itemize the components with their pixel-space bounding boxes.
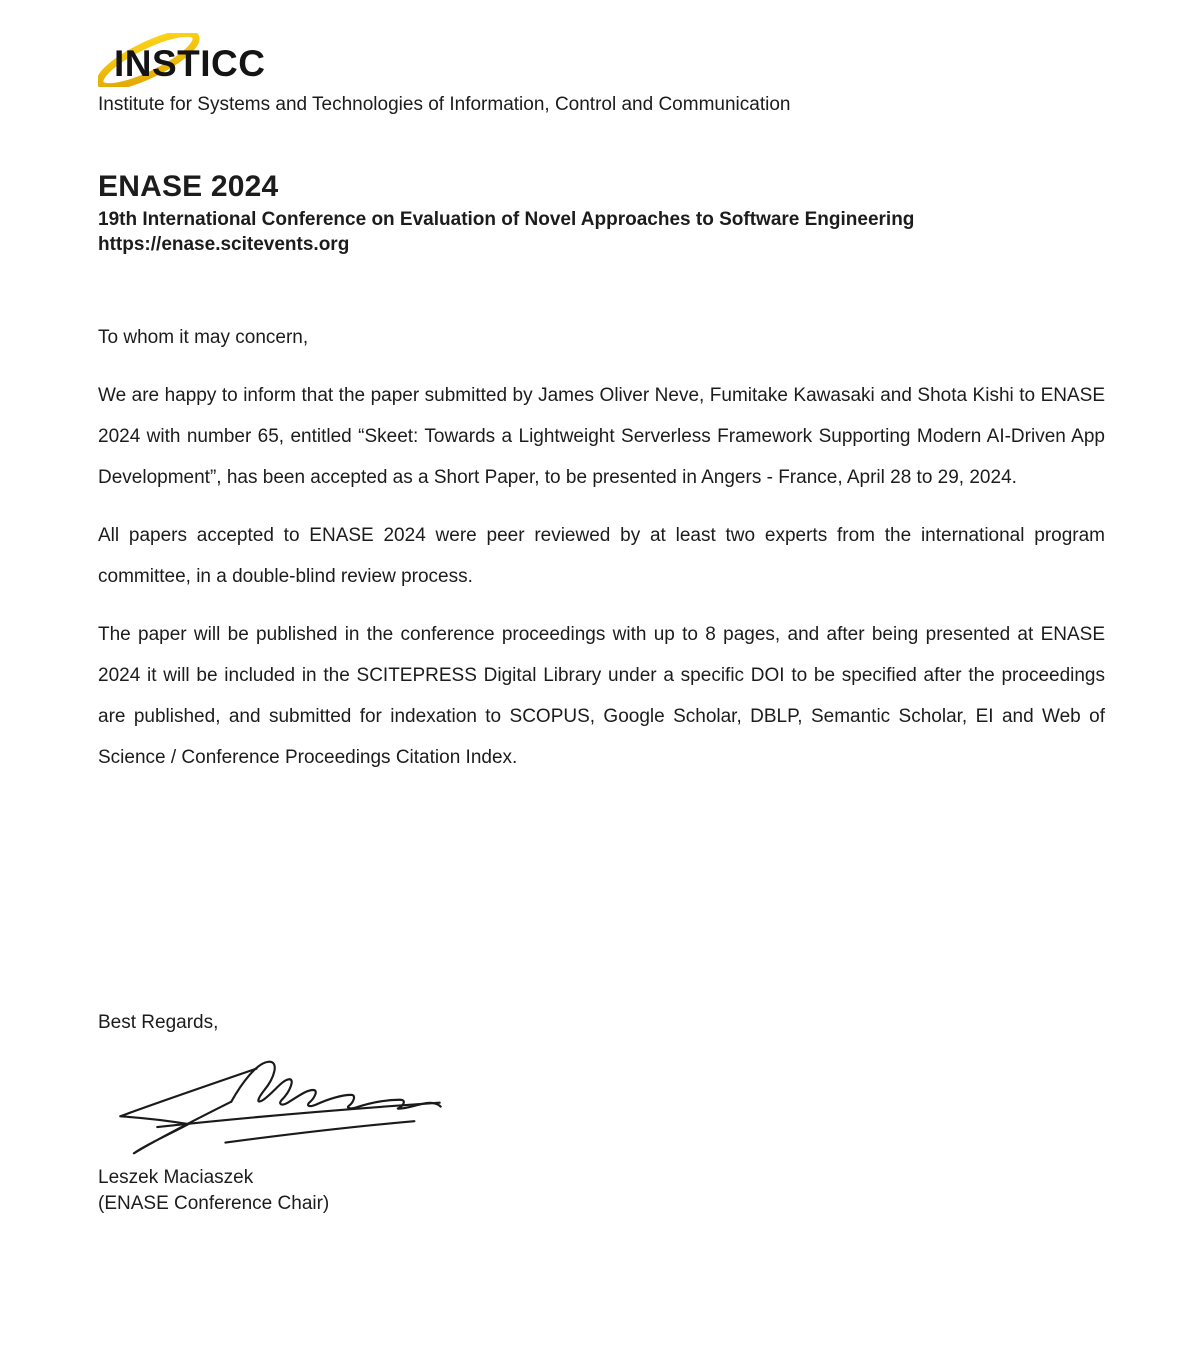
salutation: To whom it may concern, [98, 327, 309, 348]
conference-subtitle: 19th International Conference on Evaluation of Novel Approaches to Software Engineering [98, 209, 915, 230]
paragraph-publication: The paper will be published in the conference proceedings with up to 8 pages, and after being presented at ENASE 2024 it will be included in the SCITEPRESS Digital Library under a specific DOI to be specified after the proceedings are published, and submitted for indexation to SCOPUS, Google Scholar, DBLP, Semantic Scholar, EI and Web of Science / Conference Proceedings Citation Index. [98, 624, 1105, 768]
conference-header [98, 171, 1105, 257]
signature [106, 1053, 1105, 1165]
conference-url: https://enase.scitevents.org [98, 234, 350, 255]
logo-wordmark: INSTICC [114, 43, 266, 84]
paragraph-review-process: All papers accepted to ENASE 2024 were peer reviewed by at least two experts from the international program committee, in a double-blind review process. [98, 525, 1105, 587]
conference-title: ENASE 2024 [98, 170, 279, 203]
signer-name: Leszek Maciaszek [98, 1167, 254, 1188]
signature-scribble-icon [106, 1053, 451, 1165]
signer-role: (ENASE Conference Chair) [98, 1193, 330, 1214]
insticc-logo [98, 33, 1105, 87]
insticc-logo-icon [98, 33, 290, 87]
paragraph-acceptance: We are happy to inform that the paper submitted by James Oliver Neve, Fumitake Kawasaki and Shota Kishi to ENASE 2024 with number 65, entitled “Skeet: Towards a Lightweight Serverless Framework Supporting Modern AI-Driven App Development”, has been accepted as a Short Paper, to be presented in Angers - France, April 28 to 29, 2024. [98, 385, 1105, 488]
closing: Best Regards, [98, 1012, 219, 1033]
institute-tagline: Institute for Systems and Technologies of Information, Control and Communication [98, 94, 791, 115]
